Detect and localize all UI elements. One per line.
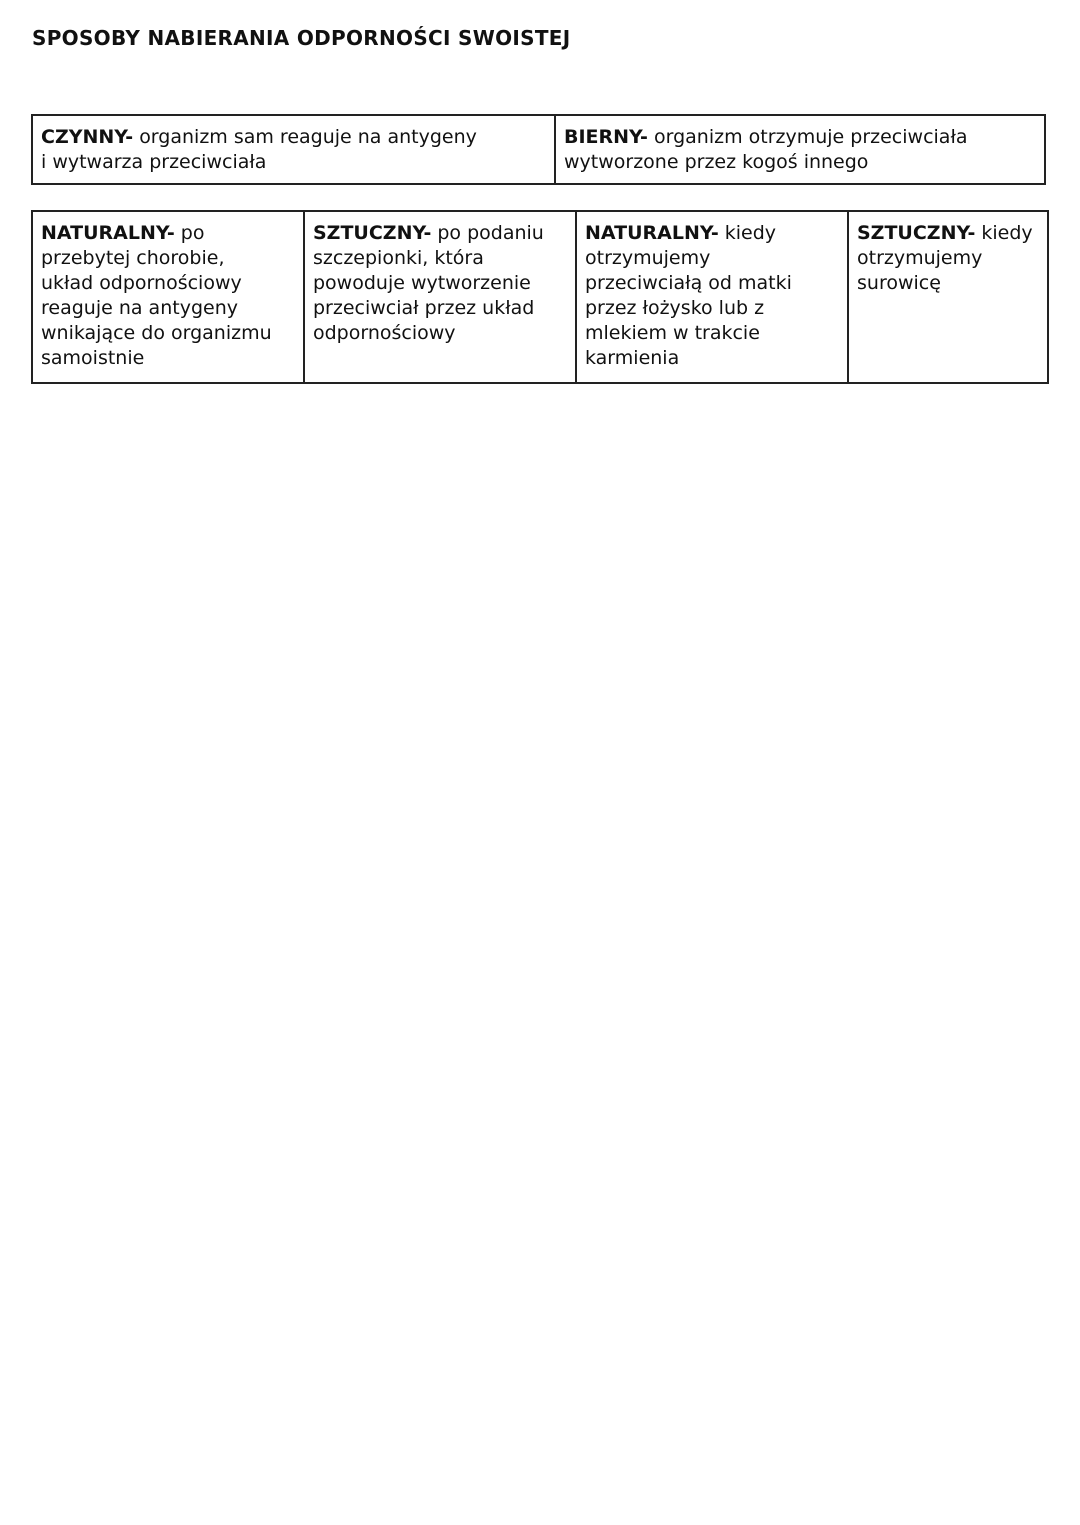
active-natural-label: NATURALNY- (41, 222, 175, 244)
table-row (32, 115, 1045, 184)
passive-artificial-label: SZTUCZNY- (857, 222, 976, 244)
passive-natural-line-3: przeciwciałą od matki (585, 272, 792, 294)
passive-artificial-cell (848, 211, 1048, 383)
active-natural-cell (32, 211, 304, 383)
passive-label: BIERNY- (564, 126, 648, 148)
active-artificial-line-5: odpornościowy (313, 322, 456, 344)
active-artificial-line-3: powoduje wytworzenie (313, 272, 531, 294)
passive-natural-line-2: otrzymujemy (585, 247, 711, 269)
passive-artificial-line-2: otrzymujemy surowicę (857, 247, 983, 294)
passive-natural-line-4: przez łożysko lub z (585, 297, 765, 319)
immunity-type-table (31, 114, 1046, 185)
active-artificial-line-2: szczepionki, która (313, 247, 484, 269)
passive-description-line-2: wytworzone przez kogoś innego (564, 151, 869, 173)
active-natural-line-3: układ odpornościowy (41, 272, 242, 294)
passive-natural-line-5: mlekiem w trakcie (585, 322, 760, 344)
active-natural-line-5: wnikające do organizmu (41, 322, 272, 344)
page-title: SPOSOBY NABIERANIA ODPORNOŚCI SWOISTEJ (32, 26, 571, 50)
active-natural-line-4: reaguje na antygeny (41, 297, 238, 319)
active-artificial-cell (304, 211, 576, 383)
active-natural-line-2: przebytej chorobie, (41, 247, 225, 269)
passive-artificial-line-1: kiedy (981, 222, 1033, 244)
active-natural-line-1: po (180, 222, 205, 244)
active-artificial-label: SZTUCZNY- (313, 222, 432, 244)
active-description-line-2: i wytwarza przeciwciała (41, 151, 267, 173)
immunity-subtype-table (31, 210, 1049, 384)
passive-description-line-1: organizm otrzymuje przeciwciała (653, 126, 968, 148)
passive-natural-cell (576, 211, 848, 383)
passive-immunity-cell (555, 115, 1045, 184)
passive-natural-line-6: karmienia (585, 347, 680, 369)
active-artificial-line-1: po podaniu (437, 222, 544, 244)
passive-natural-line-1: kiedy (724, 222, 777, 244)
active-artificial-line-4: przeciwciał przez układ (313, 297, 535, 319)
active-immunity-cell (32, 115, 555, 184)
passive-natural-label: NATURALNY- (585, 222, 719, 244)
active-description-line-1: organizm sam reaguje na antygeny (139, 126, 477, 148)
table-row (32, 211, 1048, 383)
active-natural-line-6: samoistnie (41, 347, 145, 369)
active-label: CZYNNY- (41, 126, 134, 148)
